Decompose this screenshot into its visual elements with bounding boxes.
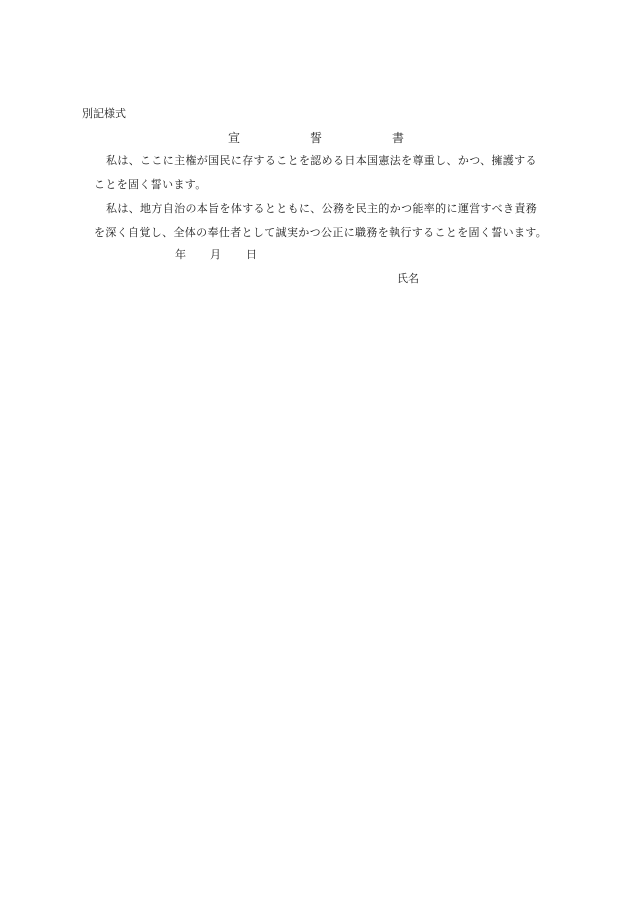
document-title bbox=[0, 130, 630, 146]
paragraph-1-line-1: 私は、ここに主権が国民に存することを認める日本国憲法を尊重し、かつ、擁護する bbox=[106, 154, 537, 167]
date-month-label: 月 bbox=[210, 248, 221, 261]
paragraph-2-line-1: 私は、地方自治の本旨を体するとともに、公務を民主的かつ能率的に運営すべき責務 bbox=[106, 202, 538, 215]
date-day-label: 日 bbox=[246, 248, 257, 261]
date-line bbox=[0, 248, 630, 262]
paragraph-2-line-2: を深く自覚し、全体の奉仕者として誠実かつ公正に職務を執行することを固く誓います。 bbox=[94, 226, 548, 239]
title-char-2: 誓 bbox=[310, 131, 323, 145]
form-label: 別記様式 bbox=[82, 107, 126, 120]
title-char-3: 書 bbox=[392, 131, 405, 145]
date-year-label: 年 bbox=[175, 248, 186, 261]
name-label: 氏名 bbox=[397, 272, 419, 285]
title-char-1: 宣 bbox=[228, 131, 241, 145]
paragraph-1-line-2: ことを固く誓います。 bbox=[94, 178, 207, 191]
